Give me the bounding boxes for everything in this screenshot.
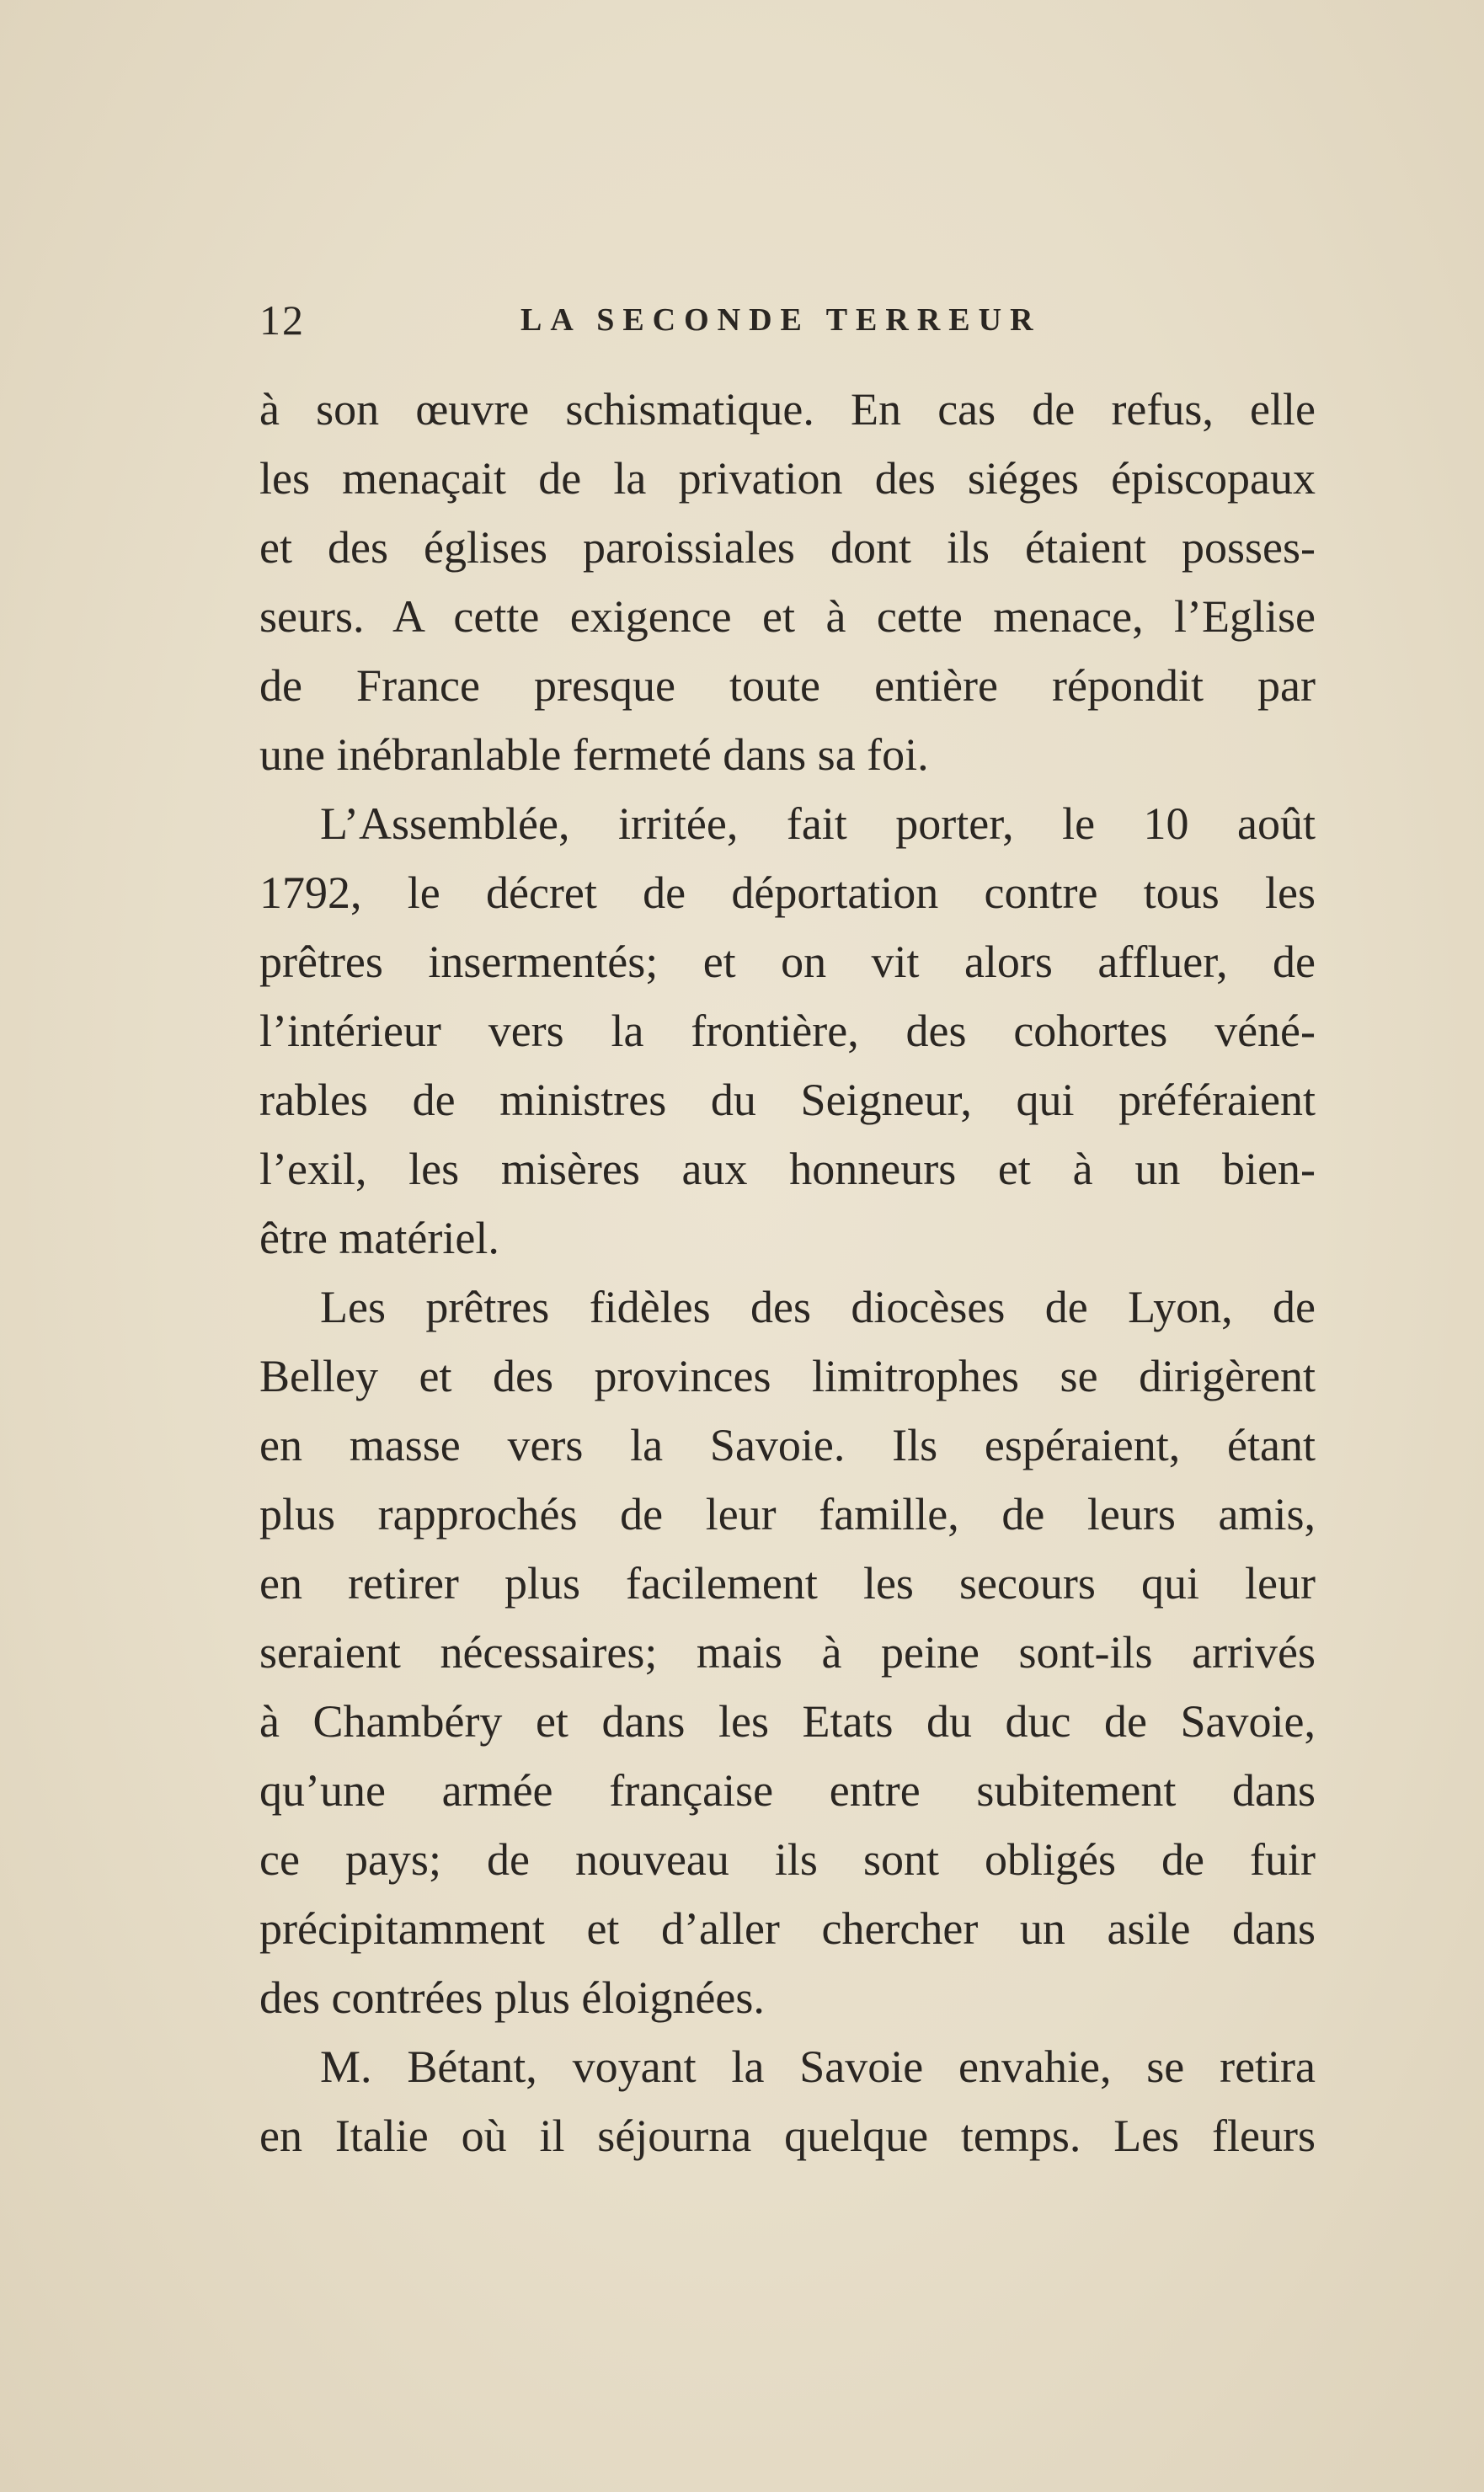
text-line-paragraph-end: une inébranlable fermeté dans sa foi. <box>259 729 929 780</box>
text-line: qu’une armée française entre subitement dans <box>259 1765 1316 1816</box>
running-title: LA SECONDE TERREUR <box>520 302 1042 338</box>
text-line: prêtres insermentés; et on vit alors affluer, de <box>259 937 1316 987</box>
text-line-paragraph-start: L’Assemblée, irritée, fait porter, le 10 août <box>320 798 1316 849</box>
text-line: Belley et des provinces limitrophes se dirigèrent <box>259 1351 1316 1401</box>
page-header <box>259 291 1321 350</box>
text-line-paragraph-end: être matériel. <box>259 1213 499 1263</box>
text-line: en Italie où il séjourna quelque temps. Les fleurs <box>259 2110 1316 2161</box>
text-line-paragraph-end: des contrées plus éloignées. <box>259 1972 765 2023</box>
text-line: en retirer plus facilement les secours qui leur <box>259 1558 1316 1609</box>
text-line: les menaçait de la privation des siéges épiscopaux <box>259 453 1316 504</box>
text-line: ce pays; de nouveau ils sont obligés de fuir <box>259 1834 1316 1885</box>
text-line: l’intérieur vers la frontière, des cohortes véné- <box>259 1006 1316 1056</box>
text-line: à son œuvre schismatique. En cas de refus, elle <box>259 384 1316 435</box>
text-line: et des églises paroissiales dont ils étaient posses- <box>259 522 1316 573</box>
text-line: précipitamment et d’aller chercher un asile dans <box>259 1903 1316 1954</box>
text-line: en masse vers la Savoie. Ils espéraient, étant <box>259 1420 1316 1470</box>
text-line: l’exil, les misères aux honneurs et à un bien- <box>259 1144 1316 1194</box>
text-line-paragraph-start: M. Bétant, voyant la Savoie envahie, se retira <box>320 2041 1316 2092</box>
text-line-paragraph-start: Les prêtres fidèles des diocèses de Lyon, de <box>320 1282 1316 1332</box>
page-number: 12 <box>259 296 305 344</box>
text-line: 1792, le décret de déportation contre tous les <box>259 867 1316 918</box>
text-line: plus rapprochés de leur famille, de leurs amis, <box>259 1489 1316 1539</box>
body-text <box>259 375 1316 2170</box>
text-line: rables de ministres du Seigneur, qui préféraient <box>259 1075 1316 1125</box>
text-line: seurs. A cette exigence et à cette menace, l’Eglise <box>259 591 1316 642</box>
text-line: seraient nécessaires; mais à peine sont-ils arrivés <box>259 1627 1316 1678</box>
text-line: à Chambéry et dans les Etats du duc de Savoie, <box>259 1696 1316 1747</box>
text-line: de France presque toute entière répondit par <box>259 660 1316 711</box>
